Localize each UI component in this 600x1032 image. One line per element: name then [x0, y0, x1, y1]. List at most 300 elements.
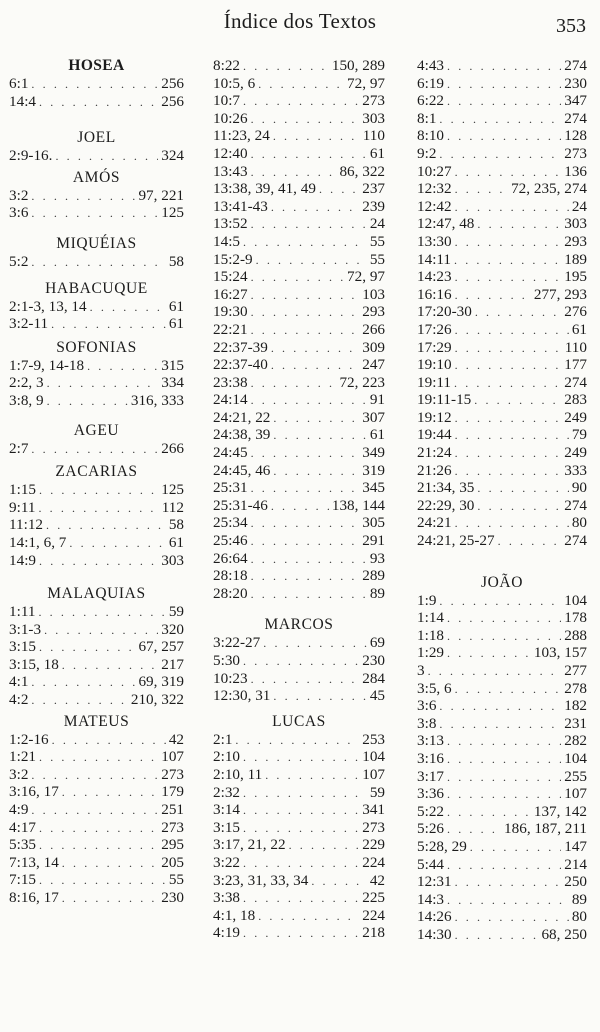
verse-reference: 13:38, 39, 41, 49: [213, 180, 316, 198]
dot-leader: [52, 732, 166, 750]
verse-reference: 14:9: [9, 551, 37, 569]
dot-leader: [31, 802, 158, 820]
page-references: 58: [168, 252, 184, 270]
index-entry: [417, 592, 587, 610]
dot-leader: [251, 322, 360, 340]
page-references: 239: [362, 197, 385, 215]
dot-leader: [251, 111, 360, 129]
page-references: 72, 97: [347, 268, 385, 286]
index-entry: [417, 180, 587, 198]
index-entry: [213, 924, 385, 942]
verse-reference: 1:15: [9, 481, 37, 499]
page-references: 278: [564, 679, 587, 697]
dot-leader: [477, 480, 568, 498]
dot-leader: [439, 716, 561, 734]
verse-reference: 24:21, 22: [213, 408, 271, 426]
verse-reference: 11:23, 24: [213, 127, 270, 145]
verse-reference: 28:18: [213, 567, 248, 585]
verse-reference: 19:10: [417, 356, 452, 374]
index-entry: [9, 298, 184, 316]
dot-leader: [44, 622, 158, 640]
dot-leader: [447, 751, 561, 769]
page-references: 107: [362, 765, 385, 783]
page-references: 218: [362, 924, 385, 942]
dot-leader: [455, 909, 569, 927]
page-references: 137, 142: [533, 802, 587, 820]
dot-leader: [447, 804, 531, 822]
index-entry: [417, 768, 587, 786]
dot-leader: [439, 698, 561, 716]
page-references: 61: [369, 144, 385, 162]
page-references: 104: [362, 748, 385, 766]
verse-reference: 10:7: [213, 92, 241, 110]
index-entry: [213, 163, 385, 181]
dot-leader: [243, 653, 359, 671]
verse-reference: 3:15: [213, 818, 241, 836]
dot-leader: [62, 890, 158, 908]
verse-reference: 10:23: [213, 669, 248, 687]
verse-reference: 4:17: [9, 818, 37, 836]
dot-leader: [454, 252, 561, 270]
index-entry: [213, 497, 385, 515]
verse-reference: 5:35: [9, 836, 37, 854]
verse-reference: 7:15: [9, 871, 37, 889]
dot-leader: [38, 500, 158, 518]
page-title: Índice dos Textos: [223, 9, 377, 33]
verse-reference: 12:31: [417, 873, 452, 891]
dot-leader: [447, 610, 561, 628]
verse-reference: 12:47, 48: [417, 215, 475, 233]
page-references: 333: [564, 461, 587, 479]
dot-leader: [251, 269, 344, 287]
index-entry: [417, 268, 587, 286]
index-section: [9, 339, 184, 410]
index-entry: [9, 673, 184, 691]
page-references: 24: [369, 215, 385, 233]
index-entry: [417, 662, 587, 680]
index-entry: [213, 409, 385, 427]
page-number: 353: [556, 15, 586, 37]
page-references: 307: [362, 408, 385, 426]
verse-reference: 6:1: [9, 75, 29, 92]
verse-reference: 14:30: [417, 925, 452, 943]
dot-leader: [455, 322, 569, 340]
index-entry: [213, 872, 385, 890]
verse-reference: 4:19: [213, 924, 241, 942]
index-entry: [213, 92, 385, 110]
verse-reference: 6:19: [417, 74, 445, 92]
index-entry: [9, 516, 184, 534]
index-entry: [417, 609, 587, 627]
index-entry: [417, 391, 587, 409]
dot-leader: [243, 820, 359, 838]
verse-reference: 12:40: [213, 144, 248, 162]
dot-leader: [51, 316, 166, 334]
verse-reference: 3:8: [417, 714, 437, 732]
dot-leader: [39, 872, 166, 890]
index-section: [213, 57, 385, 602]
index-entry: [213, 75, 385, 93]
index-entry: [417, 215, 587, 233]
page-references: 250: [564, 873, 587, 891]
page-references: 274: [564, 109, 587, 127]
index-entry: [213, 321, 385, 339]
page-references: 341: [362, 801, 385, 819]
verse-reference: 26:64: [213, 549, 248, 567]
dot-leader: [447, 93, 561, 111]
page-references: 303: [564, 215, 587, 233]
verse-reference: 23:38: [213, 373, 248, 391]
index-entry: [213, 532, 385, 550]
dot-leader: [46, 517, 166, 535]
dot-leader: [447, 645, 531, 663]
index-entry: [213, 670, 385, 688]
dot-leader: [271, 340, 359, 358]
dot-leader: [475, 304, 561, 322]
page-references: 195: [564, 268, 587, 286]
dot-leader: [251, 445, 360, 463]
page-references: 283: [564, 391, 587, 409]
verse-reference: 25:31-46: [213, 496, 268, 514]
dot-leader: [31, 767, 158, 785]
index-entry: [417, 409, 587, 427]
index-section: [417, 57, 587, 550]
verse-reference: 22:21: [213, 320, 248, 338]
dot-leader: [251, 287, 360, 305]
page-references: 214: [564, 855, 587, 873]
page-references: 277, 293: [533, 285, 587, 303]
dot-leader: [454, 375, 561, 393]
book-heading: MARCOS: [264, 616, 334, 634]
index-entry: [213, 687, 385, 705]
verse-reference: 19:44: [417, 426, 452, 444]
index-entry: [417, 321, 587, 339]
verse-reference: 4:2: [9, 691, 29, 709]
verse-reference: 14:26: [417, 908, 452, 926]
page-references: 273: [161, 765, 184, 783]
verse-reference: 1:9: [417, 591, 437, 609]
verse-reference: 5:28, 29: [417, 837, 467, 855]
book-heading: AGEU: [73, 421, 120, 439]
verse-reference: 1:11: [9, 603, 36, 621]
index-entry: [9, 187, 184, 205]
page-references: 189: [564, 250, 587, 268]
page-references: 61: [168, 533, 184, 551]
dot-leader: [447, 857, 561, 875]
page-references: 72, 97: [347, 74, 385, 92]
verse-reference: 8:16, 17: [9, 889, 59, 906]
book-heading: SOFONIAS: [56, 338, 137, 356]
page-references: 303: [161, 551, 184, 569]
dot-leader: [251, 216, 367, 234]
dot-leader: [455, 340, 562, 358]
page-references: 80: [571, 514, 587, 532]
page-references: 247: [362, 356, 385, 374]
dot-leader: [311, 873, 366, 891]
dot-leader: [455, 357, 562, 375]
index-entry: [213, 374, 385, 392]
index-entry: [9, 499, 184, 517]
dot-leader: [47, 375, 159, 393]
index-entry: [417, 339, 587, 357]
page-references: 178: [564, 609, 587, 627]
index-entry: [417, 514, 587, 532]
verse-reference: 3:15, 18: [9, 655, 59, 673]
verse-reference: 2:10: [213, 748, 241, 766]
index-section: [9, 713, 184, 907]
verse-reference: 8:10: [417, 127, 445, 145]
page-references: 125: [161, 481, 184, 499]
verse-reference: 12:32: [417, 180, 452, 198]
book-heading: MIQUÉIAS: [56, 234, 137, 252]
index-section: [9, 463, 184, 569]
index-entry: [9, 766, 184, 784]
page-references: 147: [564, 837, 587, 855]
dot-leader: [455, 515, 569, 533]
dot-leader: [273, 410, 359, 428]
index-entry: [213, 748, 385, 766]
dot-leader: [474, 392, 561, 410]
index-entry: [417, 627, 587, 645]
verse-reference: 10:26: [213, 109, 248, 127]
dot-leader: [263, 635, 367, 653]
page-references: 274: [564, 373, 587, 391]
page-references: 305: [362, 514, 385, 532]
page-references: 103: [362, 285, 385, 303]
page-references: 93: [369, 549, 385, 567]
index-entry: [417, 374, 587, 392]
dot-leader: [455, 410, 562, 428]
dot-leader: [273, 427, 366, 445]
page-references: 59: [168, 603, 184, 621]
dot-leader: [455, 181, 508, 199]
verse-reference: 6:22: [417, 92, 445, 110]
verse-reference: 13:43: [213, 162, 248, 180]
index-entry: [213, 731, 385, 749]
page-references: 237: [362, 180, 385, 198]
dot-leader: [47, 393, 128, 411]
page-references: 319: [362, 461, 385, 479]
verse-reference: 5:2: [9, 252, 29, 270]
verse-reference: 3:16: [417, 749, 445, 767]
dot-leader: [31, 441, 158, 459]
dot-leader: [251, 146, 367, 164]
page-references: 231: [564, 714, 587, 732]
page-references: 309: [362, 338, 385, 356]
index-entry: [9, 854, 184, 872]
book-heading: JOÃO: [480, 573, 523, 591]
verse-reference: 14:5: [213, 232, 241, 250]
index-entry: [9, 819, 184, 837]
verse-reference: 22:37-40: [213, 356, 268, 374]
verse-reference: 24:45: [213, 444, 248, 462]
page-references: 256: [161, 92, 184, 110]
index-entry: [9, 253, 184, 271]
verse-reference: 21:24: [417, 444, 452, 462]
index-entry: [9, 656, 184, 674]
index-entry: [9, 315, 184, 333]
index-entry: [213, 854, 385, 872]
page-references: 104: [564, 749, 587, 767]
page-references: 55: [369, 232, 385, 250]
dot-leader: [447, 786, 561, 804]
dot-leader: [447, 821, 501, 839]
page-references: 186, 187, 211: [504, 820, 587, 838]
verse-reference: 10:5, 6: [213, 74, 256, 92]
book-heading: ZACARIAS: [55, 463, 138, 481]
index-entry: [213, 784, 385, 802]
verse-reference: 1:21: [9, 748, 37, 766]
verse-reference: 13:30: [417, 232, 452, 250]
dot-leader: [251, 304, 360, 322]
index-entry: [9, 204, 184, 222]
dot-leader: [39, 553, 158, 571]
index-entry: [417, 785, 587, 803]
verse-reference: 7:13, 14: [9, 853, 59, 871]
page-references: 324: [161, 147, 184, 165]
dot-leader: [31, 254, 165, 272]
page-references: 138, 144: [331, 496, 385, 514]
page-references: 42: [168, 730, 184, 748]
verse-reference: 3:36: [417, 785, 445, 803]
dot-leader: [455, 287, 531, 305]
verse-reference: 14:11: [417, 250, 452, 268]
index-entry: [213, 339, 385, 357]
index-entry: [417, 57, 587, 75]
verse-reference: 3:16, 17: [9, 783, 59, 801]
index-section: [9, 422, 184, 458]
page-references: 266: [362, 320, 385, 338]
index-entry: [213, 634, 385, 652]
page-references: 61: [369, 426, 385, 444]
verse-reference: 13:52: [213, 215, 248, 233]
index-entry: [213, 907, 385, 925]
index-entry: [213, 251, 385, 269]
dot-leader: [447, 128, 561, 146]
verse-reference: 3:15: [9, 638, 37, 656]
dot-leader: [243, 749, 359, 767]
dot-leader: [251, 392, 367, 410]
dot-leader: [455, 681, 562, 699]
page-references: 253: [362, 730, 385, 748]
index-entry: [213, 180, 385, 198]
dot-leader: [39, 639, 135, 657]
dot-leader: [258, 908, 359, 926]
page-references: 273: [362, 92, 385, 110]
index-entry: [213, 801, 385, 819]
index-entry: [417, 163, 587, 181]
verse-reference: 5:26: [417, 820, 445, 838]
book-heading: MATEUS: [63, 712, 130, 730]
dot-leader: [273, 463, 359, 481]
index-entry: [213, 836, 385, 854]
index-entry: [9, 534, 184, 552]
verse-reference: 5:44: [417, 855, 445, 873]
index-entry: [213, 233, 385, 251]
verse-reference: 24:14: [213, 391, 248, 409]
index-entry: [213, 110, 385, 128]
dot-leader: [455, 199, 569, 217]
dot-leader: [251, 533, 360, 551]
index-entry: [417, 750, 587, 768]
page-references: 277: [564, 662, 587, 679]
page-references: 303: [362, 109, 385, 127]
index-entry: [417, 715, 587, 733]
index-entry: [9, 357, 184, 375]
index-entry: [9, 75, 184, 93]
page-references: 282: [564, 732, 587, 750]
index-entry: [213, 356, 385, 374]
index-entry: [417, 145, 587, 163]
verse-reference: 3:13: [417, 732, 445, 750]
page-references: 320: [161, 620, 184, 638]
verse-reference: 3:2-11: [9, 315, 49, 333]
verse-reference: 14:23: [417, 268, 452, 286]
page-references: 284: [362, 669, 385, 687]
page-references: 177: [564, 356, 587, 374]
verse-reference: 8:22: [213, 57, 241, 74]
dot-leader: [251, 568, 360, 586]
dot-leader: [273, 688, 366, 706]
page-references: 274: [564, 532, 587, 550]
dot-leader: [447, 628, 561, 646]
dot-leader: [31, 76, 158, 94]
index-entry: [417, 75, 587, 93]
page-references: 55: [168, 871, 184, 889]
page-references: 225: [362, 889, 385, 907]
dot-leader: [273, 128, 360, 146]
dot-leader: [251, 671, 360, 689]
dot-leader: [455, 874, 562, 892]
page-references: 86, 322: [339, 162, 385, 180]
verse-reference: 16:27: [213, 285, 248, 303]
page-references: 79: [571, 426, 587, 444]
page-references: 72, 223: [339, 373, 385, 391]
verse-reference: 4:43: [417, 57, 445, 74]
dot-leader: [289, 837, 360, 855]
index-entry: [213, 286, 385, 304]
verse-reference: 17:26: [417, 320, 452, 338]
verse-reference: 24:38, 39: [213, 426, 271, 444]
page-references: 97, 221: [138, 186, 184, 204]
dot-leader: [251, 551, 367, 569]
index-entry: [213, 57, 385, 75]
index-entry: [213, 550, 385, 568]
verse-reference: 14:3: [417, 890, 445, 908]
page-references: 128: [564, 127, 587, 145]
page-references: 150, 289: [331, 57, 385, 74]
verse-reference: 3:8, 9: [9, 391, 44, 409]
dot-leader: [251, 480, 360, 498]
dot-leader: [477, 216, 561, 234]
dot-leader: [271, 498, 329, 516]
index-entry: [417, 856, 587, 874]
index-section: [213, 616, 385, 704]
page-references: 316, 333: [130, 391, 184, 409]
index-entry: [213, 391, 385, 409]
index-entry: [9, 748, 184, 766]
book-heading: HOSEA: [68, 57, 125, 74]
page-references: 349: [362, 444, 385, 462]
verse-reference: 13:41-43: [213, 197, 268, 215]
dot-leader: [271, 199, 359, 217]
page-references: 68, 250: [541, 925, 587, 943]
dot-leader: [455, 234, 562, 252]
page-references: 273: [161, 818, 184, 836]
page-references: 293: [564, 232, 587, 250]
page-references: 345: [362, 479, 385, 497]
page-references: 112: [161, 498, 184, 516]
